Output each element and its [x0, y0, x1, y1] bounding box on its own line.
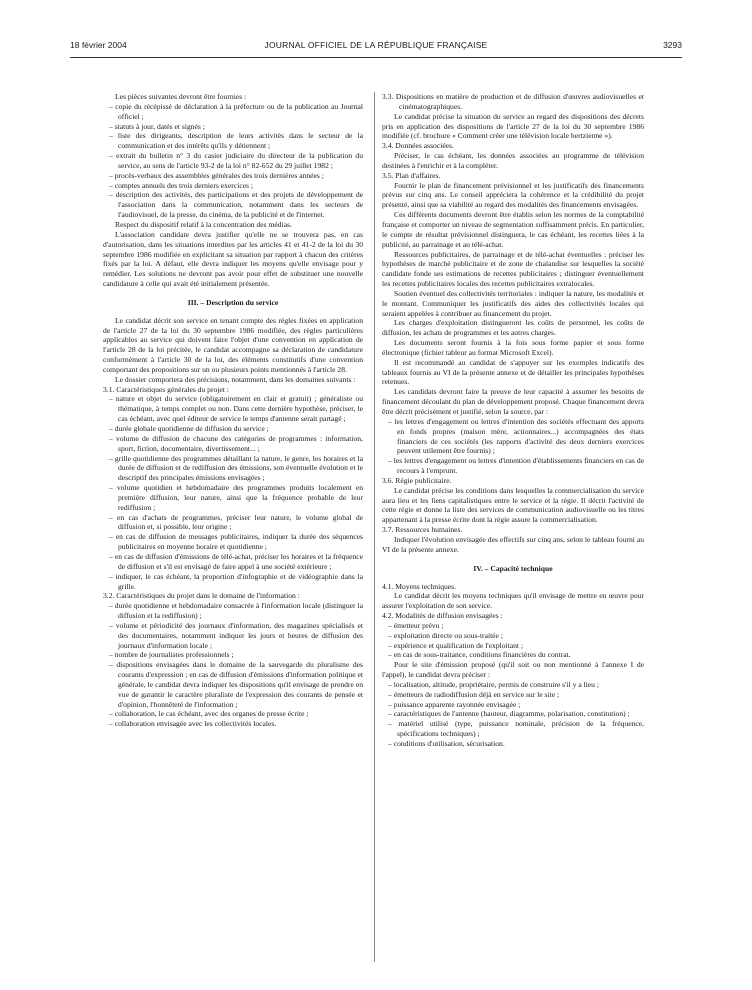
list-item: – description des activités, des participations et des projets de développement de l'association dans la communication, notamment dans les secteurs de l'audiovisuel, de la presse, du cinéma, de la publicité et de l'internet.	[109, 190, 363, 220]
paragraph: Le candidat précise les conditions dans lesquelles la commercialisation du service aura lieu et les liens capitalistiques entre le service et la régie. Il décrit l'activité de cette régie et donne la liste des services de communication audiovisuelle ou les titres appartenant à la presse écrite dont la régie assure la commercialisation.	[382, 485, 644, 525]
list-item: – collaboration, le cas échéant, avec des organes de presse écrite ;	[109, 709, 309, 719]
paragraph: Le candidat précise la situation du service au regard des dispositions des décrets pris en application des dispositions de l'article 27 de la loi du 30 septembre 1986 modifiée (cf. brochure « Comment créer une télévision locale hertzienne »).	[382, 111, 644, 141]
paragraph: Fournir le plan de financement prévisionnel et les justificatifs des financements prévus sur cinq ans. Le conseil appréciera la cohérence et la crédibilité du projet présenté, ainsi que sa viabilité au regard des modalités des financements envisagées.	[382, 180, 644, 210]
paragraph: Préciser, le cas échéant, les données associées au programme de télévision destinées à l'enrichir et à la compléter.	[382, 151, 644, 170]
list-item: – collaboration envisagée avec les collectivités locales.	[109, 719, 277, 729]
list-item: – émetteur prévu ;	[388, 620, 444, 630]
paragraph: Pour le site d'émission proposé (qu'il soit ou non mentionné à l'annexe I de l'appel), le candidat devra préciser :	[382, 660, 644, 680]
list-item: – caractéristiques de l'antenne (hauteur, diagramme, polarisation, constitution) ;	[388, 709, 630, 719]
list-item: – statuts à jour, datés et signés ;	[109, 121, 205, 131]
paragraph: Il est recommandé au candidat de s'appuyer sur les exemples indicatifs des tableaux fournis au VI de la présente annexe et de détailler les principales hypothèses retenues.	[382, 357, 644, 387]
list-item: – nature et objet du service (obligatoirement en clair et gratuit) ; généraliste ou thématique, à temps complet ou non. Dans cette dernière hypothèse, préciser, le cas échéant, avec quel éditeur de service le temps d'antenne serait partagé ;	[109, 394, 363, 424]
section-heading: 3.3. Dispositions en matière de production et de diffusion d'œuvres audiovisuelles et cinématographiques.	[382, 92, 644, 111]
list-item: – dispositions envisagées dans le domaine de la sauvegarde du pluralisme des courants d'expression ; en cas de diffusion d'émissions d'information politique et générale, le candidat devra indiquer les dispositions qu'il envisage de prendre en vue de garantir le caractère pluraliste de l'expression des courants de pensée et d'opinion, l'honnêteté de l'information ;	[109, 660, 363, 709]
list-item: – volume et périodicité des journaux d'information, des magazines spécialisés et des documentaires, notamment indiquer les jours et heures de diffusion des journaux d'information locale ;	[109, 620, 363, 650]
paragraph: Ces différents documents devront être établis selon les normes de la comptabilité française et comporter un niveau de segmentation suffisamment précis. En particulier, le compte de résultat prévisionnel distinguera, le cas échéant, les recettes liées à la publicité, au parrainage et au télé-achat.	[382, 210, 644, 249]
paragraph: Ressources publicitaires, de parrainage et de télé-achat éventuelles : préciser les hypothèses de marché publicitaire et de zone de chalandise sur lesquelles la société candidate fonde ses estimations de recettes publicitaires ; distinguer éventuellement les recettes publicitaires locales des recettes publicitaires extralocales.	[382, 249, 644, 289]
list-item: – volume quotidien et hebdomadaire des programmes produits localement en première diffusion, leur nature, ainsi que la fréquence probable de leur rediffusion ;	[109, 483, 363, 512]
part-title: IV. – Capacité technique	[473, 563, 553, 573]
section-heading: 3.2. Caractéristiques du projet dans le domaine de l'information :	[103, 591, 300, 601]
part-title: III. – Description du service	[187, 297, 279, 307]
list-item: – exploitation directe ou sous-traitée ;	[388, 630, 503, 640]
paragraph: L'association candidate devra justifier qu'elle ne se trouvera pas, en cas d'autorisation, dans les situations interdites par les articles 41 et 41-2 de la loi du 30 septembre 1986 modifiée en explicitant sa situation par rapport à chacun des critères fixés par la loi. A défaut, elle devra indiquer les moyens qu'elle envisage pour y remédier. Les solutions ne devront pas avoir pour effet de substituer une nouvelle candidature à celle qui avait été initialement présentée.	[103, 229, 363, 289]
list-item: – durée quotidienne et hebdomadaire consacrée à l'information locale (distinguer la diffusion et la rediffusion) ;	[109, 601, 363, 621]
list-item: – procès-verbaux des assemblées générales des trois dernières années ;	[109, 170, 324, 180]
paragraph: Les documents seront fournis à la fois sous forme papier et sous forme électronique (fichier tableur au format Microsoft Excel).	[382, 338, 644, 357]
issue-date: 18 février 2004	[70, 40, 127, 50]
paragraph: Soutien éventuel des collectivités territoriales : indiquer la nature, les modalités et le montant. Communiquer les justificatifs des aides des collectivités locales qui seraient appelées à contribuer au financement du projet.	[382, 288, 644, 318]
list-item: – indiquer, le cas échéant, la proportion d'infographie et de vidéographie dans la grille.	[109, 571, 363, 591]
list-item: – en cas de sous-traitance, conditions financières du contrat.	[388, 650, 571, 660]
list-item: – les lettres d'engagement ou lettres d'intention des sociétés effectuant des apports en fonds propres (maison mère, actionnaires...) accompagnées des états financiers de ces sociétés (les rapports d'activité des deux derniers exercices peuvent utilement être fournis) ;	[388, 416, 644, 456]
section-heading: 4.2. Modalités de diffusion envisagées :	[382, 611, 503, 621]
paragraph: Respect du dispositif relatif à la concentration des médias.	[115, 219, 292, 229]
column-divider	[374, 92, 375, 962]
paragraph: Les charges d'exploitation distingueront les coûts de personnel, les coûts de diffusion, les achats de programmes et les autres charges.	[382, 318, 644, 338]
list-item: – en cas de diffusion d'émissions de télé-achat, préciser les horaires et la fréquence de diffusion et s'il est envisagé de faire appel à une société extérieure ;	[109, 551, 363, 571]
page-number: 3293	[663, 40, 682, 50]
list-item: – nombre de journalistes professionnels ;	[109, 650, 234, 660]
list-item: – grille quotidienne des programmes détaillant la nature, le genre, les horaires et la durée de diffusion et de rediffusion des émissions, son éventuelle évolution et le descriptif des principales émissions envisagées ;	[109, 453, 363, 483]
list-item: – émetteurs de radiodiffusion déjà en service sur le site ;	[388, 689, 560, 699]
section-heading: 3.4. Données associées.	[382, 141, 454, 151]
paragraph: Indiquer l'évolution envisagée des effectifs sur cinq ans, selon le tableau fourni au VI de la présente annexe.	[382, 534, 644, 554]
section-heading: 3.7. Ressources humaines.	[382, 525, 463, 535]
paragraph: Le candidat décrit les moyens techniques qu'il envisage de mettre en œuvre pour assurer l'exploitation de son service.	[382, 591, 644, 611]
list-item: – les lettres d'engagement ou lettres d'intention d'établissements financiers en cas de recours à l'emprunt.	[388, 456, 644, 476]
header-rule	[70, 57, 682, 58]
right-column	[382, 92, 644, 749]
list-item: – copie du récépissé de déclaration à la préfecture ou de la publication au Journal officiel ;	[109, 101, 363, 121]
paragraph: Le candidat décrit son service en tenant compte des règles fixées en application de l'article 27 de la loi du 30 septembre 1986 modifiée, des règles particulières applicables au service qui doivent faire l'objet d'une convention en application de l'article 28 de la loi précitée, le candidat accompagne sa déclaration de candidature conformément à l'article 30 de la loi, des éléments constitutifs d'une convention comportant des propositions sur un ou plusieurs points mentionnés à l'article 28.	[103, 315, 363, 374]
list-item: – durée globale quotidienne de diffusion du service ;	[109, 424, 269, 433]
left-column	[103, 92, 363, 729]
list-item: – conditions d'utilisation, sécurisation.	[388, 739, 505, 748]
list-item: – localisation, altitude, propriétaire, permis de construire s'il y a lieu ;	[388, 679, 599, 689]
list-item: – expérience et qualification de l'exploitant ;	[388, 640, 524, 650]
list-item: – puissance apparente rayonnée envisagée ;	[388, 699, 521, 709]
list-item: – comptes annuels des trois derniers exercices ;	[109, 180, 254, 190]
section-heading: 3.6. Régie publicitaire.	[382, 475, 452, 485]
paragraph: Les pièces suivantes devront être fournies :	[115, 92, 247, 101]
list-item: – volume de diffusion de chacune des catégories de programmes : information, sport, fiction, documentaire, divertissement... ;	[109, 433, 363, 453]
list-item: – liste des dirigeants, description de leurs activités dans le secteur de la communication et des intérêts qu'ils y détiennent ;	[109, 131, 363, 151]
paragraph: Les candidats devront faire la preuve de leur capacité à assumer les besoins de financement découlant du plan de développement proposé. Chaque financement devra être décrit précisément et justifié, selon la source, par :	[382, 387, 644, 416]
list-item: – en cas d'achats de programmes, préciser leur nature, le volume global de diffusion et, si possible, leur origine ;	[109, 512, 363, 532]
list-item: – extrait du bulletin n° 3 du casier judiciaire du directeur de la publication du service, au sens de l'article 93-2 de la loi n° 82-652 du 29 juillet 1982 ;	[109, 151, 363, 170]
list-item: – matériel utilisé (type, puissance nominale, précision de la fréquence, spécifications techniques) ;	[388, 719, 644, 739]
journal-title: JOURNAL OFFICIEL DE LA RÉPUBLIQUE FRANÇAISE	[264, 40, 488, 50]
section-heading: 3.1. Caractéristiques générales du projet :	[103, 384, 229, 394]
page-header	[70, 40, 682, 54]
section-heading: 3.5. Plan d'affaires.	[382, 170, 441, 180]
paragraph: Le dossier comportera des précisions, notamment, dans les domaines suivants :	[115, 374, 356, 384]
section-heading: 4.1. Moyens techniques.	[382, 581, 457, 591]
list-item: – en cas de diffusion de messages publicitaires, indiquer la durée des séquences publicitaires en moyenne horaire et quotidienne ;	[109, 532, 363, 552]
